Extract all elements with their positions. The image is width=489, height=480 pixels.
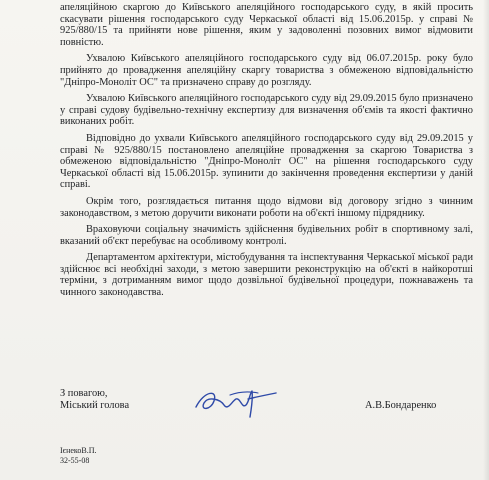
signer-title: Міський голова xyxy=(60,400,130,411)
page-edge-shadow xyxy=(483,0,489,480)
executor-phone: 32-55-08 xyxy=(60,456,90,465)
paragraph-3: Ухвалою Київського апеляційного господарського суду від 29.09.2015 було призначено у справі судову будівельно-технічну експертизу для визначення об'ємів та якості фактично виконаних робіт. xyxy=(60,93,473,128)
paragraph-6: Враховуючи соціальну значимість здійснення будівельних робіт в спортивному залі, вказаний об'єкт перебуває на особливому контролі. xyxy=(60,224,473,247)
signature-block xyxy=(60,388,129,412)
signer-name: А.В.Бондаренко xyxy=(365,400,437,411)
closing-line: З повагою, xyxy=(60,388,108,399)
paragraph-2: Ухвалою Київського апеляційного господарського суду від 06.07.2015р. року було прийнято до провадження апеляційну скаргу товариства з обмеженою відповідальністю "Дніпро-Моноліт ОС" та призначено справу до розгляду. xyxy=(60,53,473,88)
letter-body xyxy=(60,2,473,304)
handwritten-signature xyxy=(190,381,282,421)
executor-block xyxy=(60,446,97,466)
paragraph-7: Департаментом архітектури, містобудування та інспектування Черкаської міської ради здійснює всі необхідні заходи, з метою завершити реконструкцію на об'єкті в найкоротші терміни, з дотриманням вимог щодо дозвільної будівельної процедури, пожнаважень та чинного законодавства. xyxy=(60,252,473,299)
paragraph-4: Відповідно до ухвали Київського апеляційного господарського суду від 29.09.2015 у справі № 925/880/15 постановлено апеляційне провадження за скаргою Товариства з обмеженою відповідальністю "Дніпро-Моноліт ОС" на рішення господарського суду Черкаської області від 15.06.2015р. зупинити до закінчення проведення експертизи у даній справі. xyxy=(60,132,473,191)
paragraph-5: Окрім того, розглядається питання щодо відмови від договору згідно з чинним законодавством, з метою доручити виконати роботи на об'єкті іншому підряднику. xyxy=(60,195,473,219)
executor-name: ІєнекоВ.П. xyxy=(60,446,97,455)
paragraph-1: апеляційною скаргою до Київського апеляційного господарського суду, в якій просить скасувати рішення господарського суду Черкаської області від 15.06.2015р. у справі № 925/880/15 та прийняти нове рішення, яким у задоволенні позовних вимог відмовити повністю. xyxy=(60,2,473,48)
